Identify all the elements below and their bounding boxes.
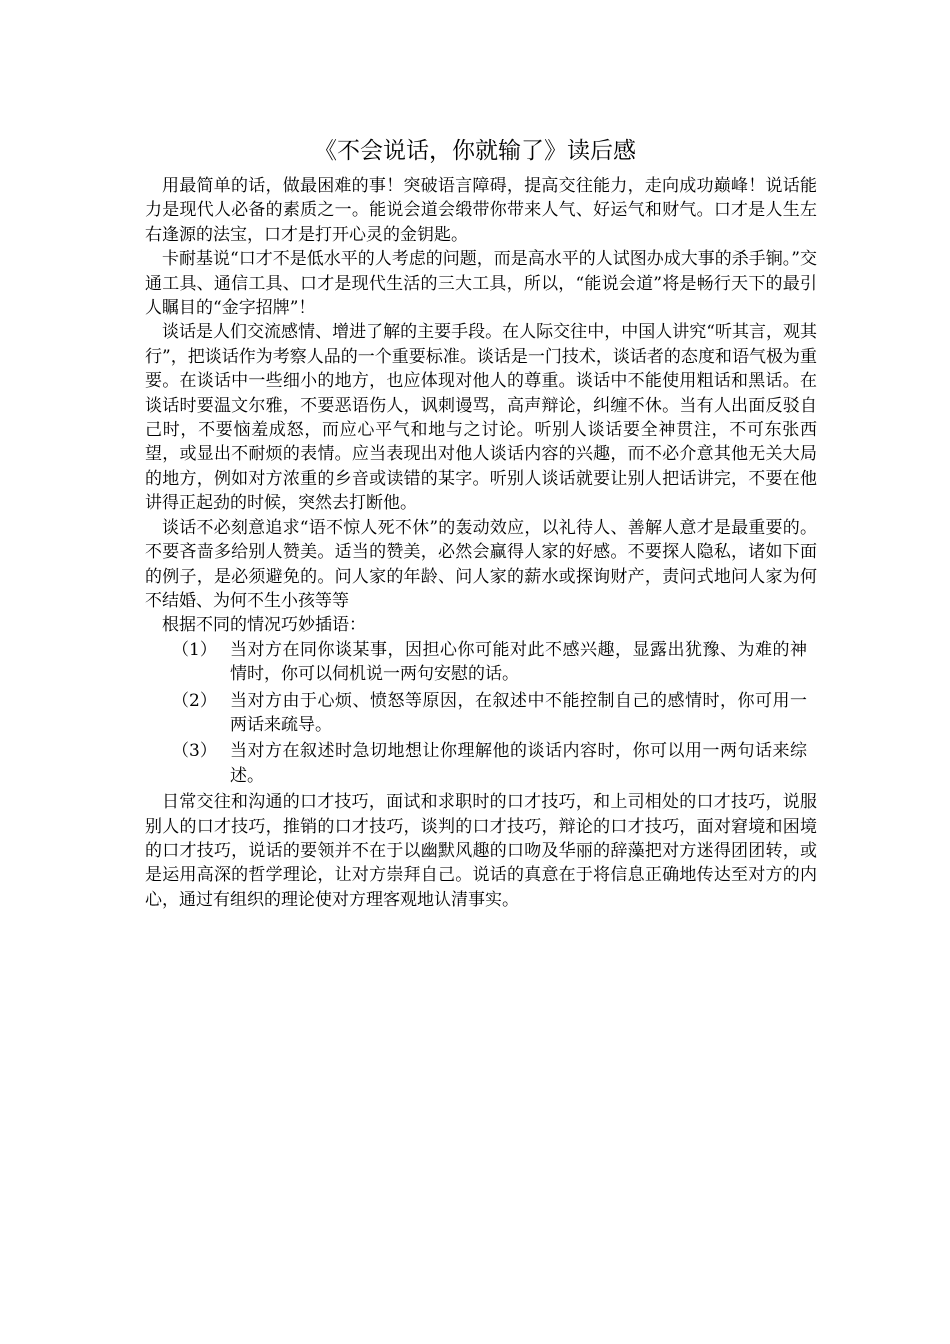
document-body bbox=[145, 174, 817, 912]
list-item bbox=[145, 638, 817, 687]
paragraph-intro: 用最简单的话，做最困难的事！突破语言障碍，提高交往能力，走向成功巅峰！说话能力是现代人必备的素质之一。能说会道会缎带你带来人气、好运气和财气。口才是人生左右逢源的法宝，口才是打开心灵的金钥匙。 bbox=[145, 176, 817, 245]
list-item-number: （3） bbox=[172, 741, 217, 762]
list-item-text: 当对方在同你谈某事，因担心你可能对此不感兴趣，显露出犹豫、为难的神情时，你可以伺机说一两句安慰的话。 bbox=[230, 639, 807, 685]
paragraph-conversation-etiquette: 谈话是人们交流感情、增进了解的主要手段。在人际交往中，中国人讲究“听其言，观其行”，把谈话作为考察人品的一个重要标准。谈话是一门技术，谈话者的态度和语气极为重要。在谈话中一些细小的地方，也应体现对他人的尊重。谈话中不能使用粗话和黑话。在谈话时要温文尔雅，不要恶语伤人，讽刺谩骂，高声辩论，纠缠不休。当有人出面反驳自己时，不要恼羞成怒，而应心平气和地与之讨论。听别人谈话要全神贯注，不可东张西望，或显出不耐烦的表情。应当表现出对他人谈话内容的兴趣，而不必介意其他无关大局的地方，例如对方浓重的乡音或读错的某字。听别人谈话就要让别人把话讲完，不要在他讲得正起劲的时候，突然去打断他。 bbox=[145, 322, 817, 514]
list-item bbox=[145, 739, 817, 788]
list-item bbox=[145, 689, 817, 738]
document-title: 《不会说话，你就输了》读后感 bbox=[314, 138, 636, 164]
list-item-text: 当对方在叙述时急切地想让你理解他的谈话内容时，你可以用一两句话来综述。 bbox=[230, 741, 807, 786]
paragraph-praise-and-privacy: 谈话不必刻意追求“语不惊人死不休”的轰动效应，以礼待人、善解人意才是最重要的。不要吝啬多给别人赞美。适当的赞美，必然会赢得人家的好感。不要探人隐私，诸如下面的例子，是必须避免的。问人家的年龄、问人家的薪水或探询财产，责问式地问人家为何不结婚、为何不生小孩等等 bbox=[145, 517, 817, 611]
paragraph-carnegie-quote: 卡耐基说“口才不是低水平的人考虑的问题，而是高水平的人试图办成大事的杀手锏。”交通工具、通信工具、口才是现代生活的三大工具，所以，“能说会道”将是畅行天下的最引人瞩目的“金字招牌”！ bbox=[145, 249, 817, 319]
list-item-number: （2） bbox=[172, 690, 217, 711]
list-intro: 根据不同的情况巧妙插语： bbox=[162, 615, 366, 636]
list-item-text: 当对方由于心烦、愤怒等原因，在叙述中不能控制自己的感情时，你可用一两话来疏导。 bbox=[230, 690, 807, 735]
list-item-number: （1） bbox=[172, 639, 217, 660]
paragraph-closing: 日常交往和沟通的口才技巧，面试和求职时的口才技巧，和上司相处的口才技巧，说服别人的口才技巧，推销的口才技巧，谈判的口才技巧，辩论的口才技巧，面对窘境和困境的口才技巧，说话的要领并不在于以幽默风趣的口吻及华丽的辞藻把对方迷得团团转，或是运用高深的哲学理论，让对方崇拜自己。说话的真意在于将信息正确地传达至对方的内心，通过有组织的理论使对方理客观地认清事实。 bbox=[145, 792, 817, 910]
interjection-tips-list bbox=[145, 638, 817, 788]
